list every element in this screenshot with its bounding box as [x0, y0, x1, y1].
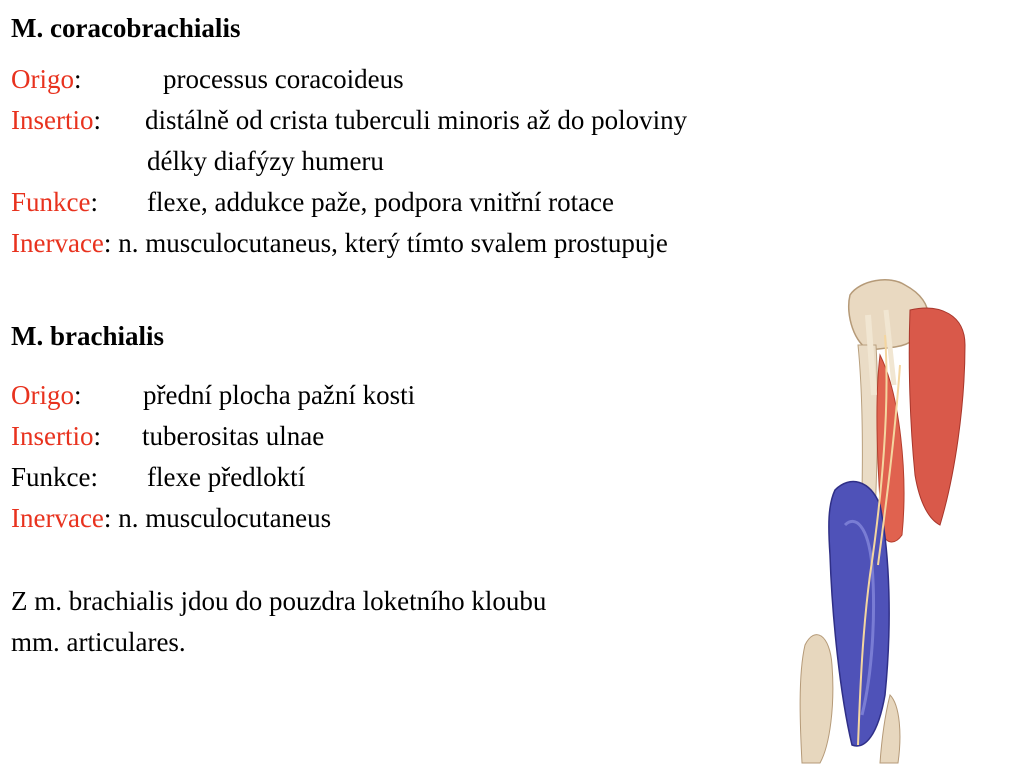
origo-row-2: [11, 379, 416, 411]
colon: :: [90, 462, 98, 492]
colon: :: [74, 380, 82, 410]
funkce-label: Funkce: [11, 187, 91, 217]
funkce-row-2: [11, 461, 306, 493]
inervace-value: n. musculocutaneus, který tímto svalem prostupuje: [118, 228, 668, 258]
insertio-row-1: [11, 104, 688, 136]
funkce-value: flexe předloktí: [147, 462, 306, 492]
funkce-value: flexe, addukce paže, podpora vnitřní rotace: [147, 187, 615, 217]
insertio-value: tuberositas ulnae: [142, 421, 325, 451]
insertio-row-2: [11, 420, 325, 452]
colon: :: [103, 503, 112, 533]
inervace-row-2: [11, 502, 331, 534]
origo-label: Origo: [11, 64, 74, 94]
elbow-bone-shape: [800, 635, 833, 763]
funkce-label: Funkce: [11, 462, 91, 492]
section-title-brachialis: M. brachialis: [11, 321, 164, 351]
colon: :: [103, 228, 112, 258]
arm-anatomy-illustration: [790, 275, 970, 765]
origo-value: processus coracoideus: [163, 64, 404, 94]
origo-row-1: [11, 63, 404, 95]
colon: :: [74, 64, 82, 94]
inervace-row-1: [11, 227, 668, 259]
deltoid-muscle-shape: [909, 308, 965, 525]
funkce-row-1: [11, 186, 615, 218]
inervace-label: Inervace: [11, 503, 104, 533]
section-title-coracobrachialis: M. coracobrachialis: [11, 13, 241, 43]
insertio-value: distálně od crista tuberculi minoris až do poloviny: [145, 105, 688, 135]
colon: :: [93, 421, 101, 451]
inervace-value: n. musculocutaneus: [118, 503, 332, 533]
insertio-label: Insertio: [11, 105, 94, 135]
insertio-label: Insertio: [11, 421, 94, 451]
note-line-2: mm. articulares.: [11, 627, 186, 657]
insertio-value-cont: délky diafýzy humeru: [147, 146, 384, 176]
origo-label: Origo: [11, 380, 74, 410]
origo-value: přední plocha pažní kosti: [143, 380, 416, 410]
colon: :: [90, 187, 98, 217]
inervace-label: Inervace: [11, 228, 104, 258]
colon: :: [93, 105, 101, 135]
note-line-1: Z m. brachialis jdou do pouzdra loketního kloubu: [11, 586, 547, 616]
